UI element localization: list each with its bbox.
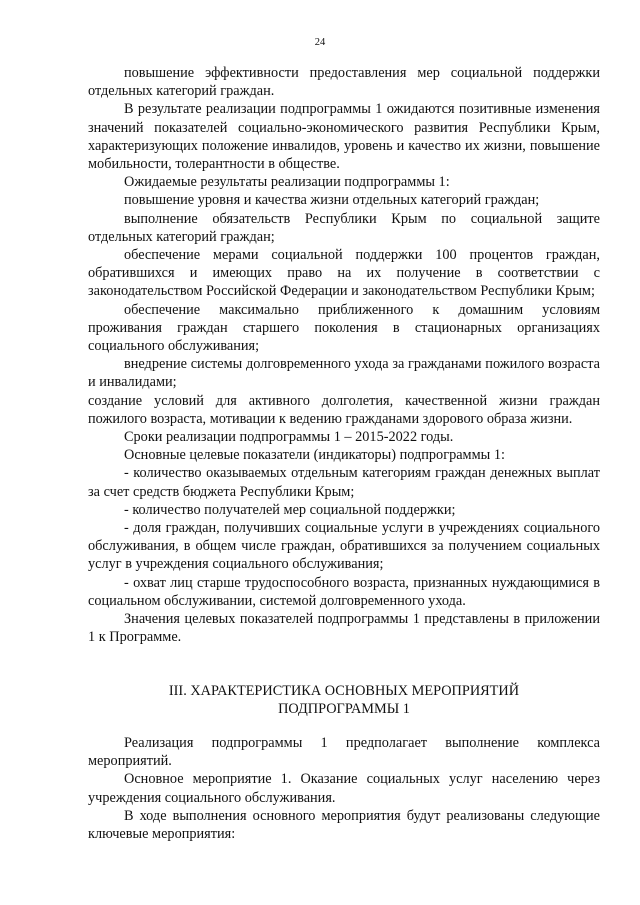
paragraph: В результате реализации подпрограммы 1 ожидаются позитивные изменения значений показателей социально-экономического развития Республики Крым, характеризующих положение инвалидов, уровень и качество их жизни, повышение мобильности, толерантности в обществе. xyxy=(88,101,600,173)
paragraph: - охват лиц старше трудоспособного возраста, признанных нуждающимися в социальном обслуживании, системой долговременного ухода. xyxy=(88,574,600,609)
paragraph: создание условий для активного долголетия, качественной жизни граждан пожилого возраста, мотивации к ведению гражданами здорового образа жизни. xyxy=(88,392,600,427)
section-heading xyxy=(88,682,600,718)
paragraph: обеспечение максимально приближенного к домашним условиям проживания граждан старшего поколения в стационарных организациях социального обслуживания; xyxy=(88,301,600,355)
paragraph: Основное мероприятие 1. Оказание социальных услуг населению через учреждения социального обслуживания. xyxy=(88,771,600,806)
paragraph: выполнение обязательств Республики Крым по социальной защите отдельных категорий граждан; xyxy=(88,210,600,245)
section-heading-line-1: III. ХАРАКТЕРИСТИКА ОСНОВНЫХ МЕРОПРИЯТИЙ xyxy=(168,682,520,699)
paragraph: Реализация подпрограммы 1 предполагает выполнение комплекса мероприятий. xyxy=(88,734,600,770)
paragraph: В ходе выполнения основного мероприятия будут реализованы следующие ключевые мероприятия: xyxy=(88,807,600,842)
page-number: 24 xyxy=(314,37,326,48)
paragraph: Основные целевые показатели (индикаторы) подпрограммы 1: xyxy=(124,447,505,464)
paragraphs-top xyxy=(88,64,600,647)
paragraph: - количество получателей мер социальной поддержки; xyxy=(124,501,456,518)
paragraph: Значения целевых показателей подпрограммы 1 представлены в приложении 1 к Программе. xyxy=(88,611,600,646)
paragraph: повышение эффективности предоставления мер социальной поддержки отдельных категорий граждан. xyxy=(88,65,600,100)
paragraph: внедрение системы долговременного ухода за гражданами пожилого возраста и инвалидами; xyxy=(88,356,600,391)
paragraph: - количество оказываемых отдельным категориям граждан денежных выплат за счет средств бюджета Республики Крым; xyxy=(88,465,600,500)
document-body xyxy=(88,64,600,843)
paragraph: - доля граждан, получивших социальные услуги в учреждениях социального обслуживания, в общем числе граждан, обратившихся за получением социальных услуг в учреждения социального обслуживания; xyxy=(88,520,600,573)
section-heading-line-2: ПОДПРОГРАММЫ 1 xyxy=(278,700,410,717)
paragraph: Сроки реализации подпрограммы 1 – 2015-2022 годы. xyxy=(124,429,454,446)
paragraphs-bottom xyxy=(88,734,600,843)
paragraph: повышение уровня и качества жизни отдельных категорий граждан; xyxy=(124,192,540,209)
paragraph: обеспечение мерами социальной поддержки 100 процентов граждан, обратившихся и имеющих право на их получение в соответствии с законодательством Российской Федерации и законодательством Республики Крым; xyxy=(88,247,600,300)
paragraph: Ожидаемые результаты реализации подпрограммы 1: xyxy=(124,174,450,191)
